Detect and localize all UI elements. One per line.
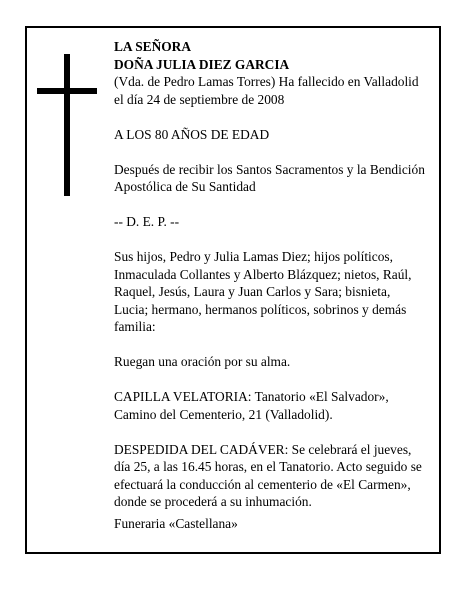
spacer bbox=[114, 231, 426, 249]
title-line-1: LA SEÑORA bbox=[114, 39, 192, 54]
cross-horizontal-bar bbox=[37, 88, 97, 94]
spacer bbox=[114, 371, 426, 389]
obituary-text bbox=[114, 38, 426, 532]
cross-icon bbox=[37, 54, 97, 196]
spacer bbox=[114, 143, 426, 161]
dep-line: -- D. E. P. -- bbox=[114, 214, 180, 229]
spacer bbox=[114, 196, 426, 214]
prayer-line: Ruegan una oración por su alma. bbox=[114, 354, 291, 369]
spacer bbox=[114, 108, 426, 126]
cross-vertical-bar bbox=[64, 54, 70, 196]
deceased-name: DOÑA JULIA DIEZ GARCIA bbox=[114, 56, 290, 72]
family-paragraph: Sus hijos, Pedro y Julia Lamas Diez; hijos políticos, Inmaculada Collantes y Alberto Blázquez; nietos, Raúl, Raquel, Jesús, Laura y Juan Carlos y Sara; bisnieta, Lucia; hermano, hermanos políticos, sobrinos y demás familia: bbox=[114, 249, 412, 334]
spacer bbox=[114, 336, 426, 354]
farewell-paragraph: DESPEDIDA DEL CADÁVER: Se celebrará el jueves, día 25, a las 16.45 horas, en el Tanatorio. Acto seguido se efectuará la conducción al cementerio de «El Carmen», donde se procederá a su inhumación. bbox=[114, 441, 422, 509]
chapel-paragraph: CAPILLA VELATORIA: Tanatorio «El Salvador», Camino del Cementerio, 21 (Valladolid). bbox=[114, 389, 389, 422]
intro-paragraph: (Vda. de Pedro Lamas Torres) Ha fallecido en Valladolid el día 24 de septiembre de 2008 bbox=[114, 74, 419, 107]
spacer bbox=[114, 423, 426, 441]
sacraments-paragraph: Después de recibir los Santos Sacramentos y la Bendición Apostólica de Su Santidad bbox=[114, 161, 425, 194]
funeral-home-line: Funeraria «Castellana» bbox=[114, 515, 238, 531]
age-line: A LOS 80 AÑOS DE EDAD bbox=[114, 126, 270, 142]
